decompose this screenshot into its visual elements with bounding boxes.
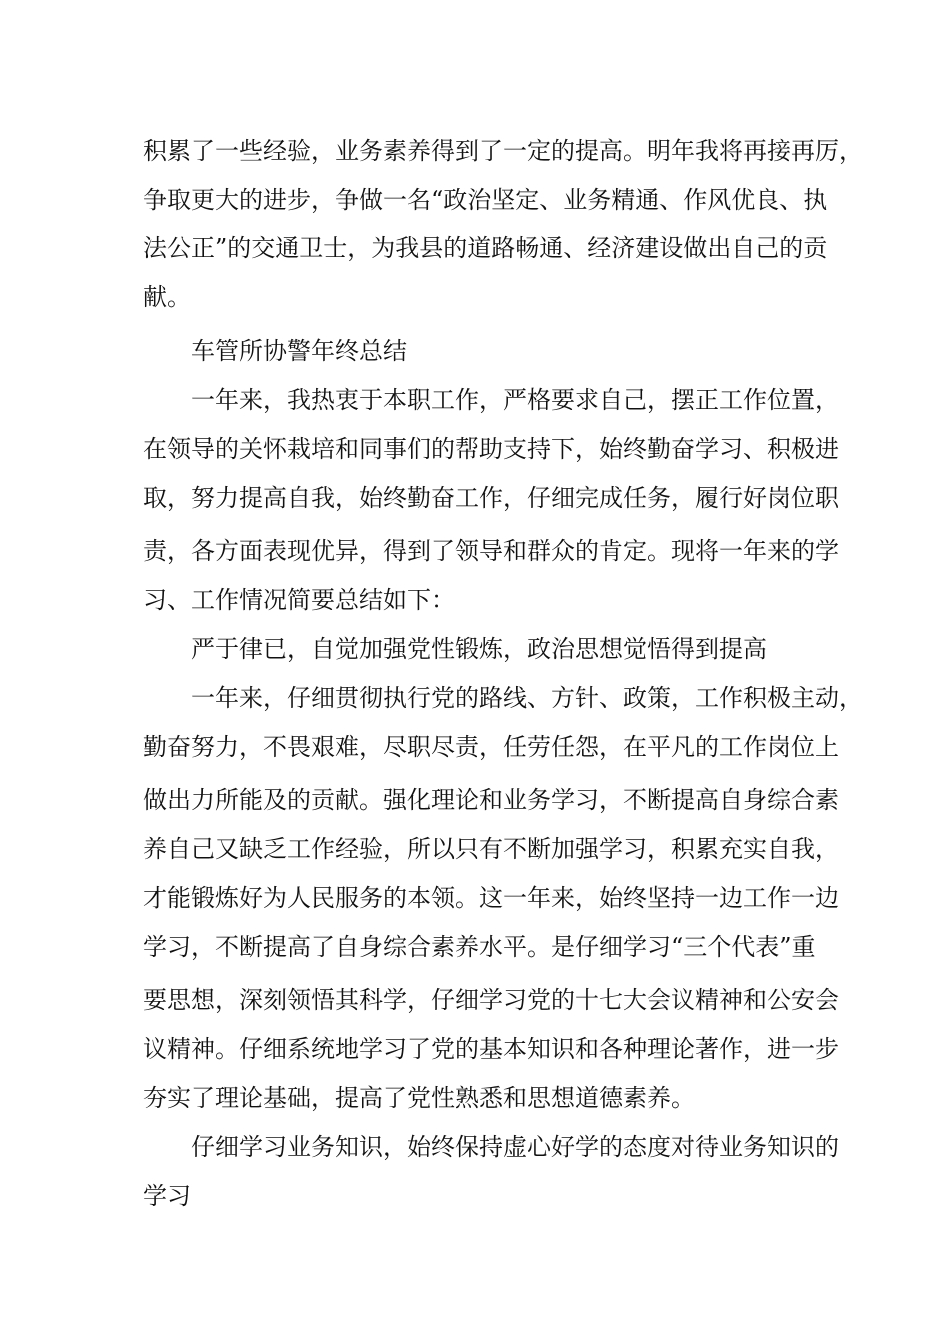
text-line: 献。 [143,283,191,311]
text-line: 习、工作情况简要总结如下： [143,586,455,614]
text-line: 要思想，深刻领悟其科学，仔细学习党的十七大会议精神和公安会 [143,986,839,1014]
text-line: 责，各方面表现优异，得到了领导和群众的肯定。现将一年来的学 [143,537,839,565]
text-line: 学习，不断提高了自身综合素养水平。是仔细学习“三个代表”重 [143,933,816,961]
text-line: 才能锻炼好为人民服务的本领。这一年来，始终坚持一边工作一边 [143,884,839,912]
text-line: 争取更大的进步，争做一名“政治坚定、业务精通、作风优良、执 [143,186,828,214]
subheading: 严于律已，自觉加强党性锻炼，政治思想觉悟得到提高 [191,635,767,663]
text-line: 取，努力提高自我，始终勤奋工作，仔细完成任务，履行好岗位职 [143,484,839,512]
text-line: 积累了一些经验，业务素养得到了一定的提高。明年我将再接再厉， [143,137,863,165]
text-line: 做出力所能及的贡献。强化理论和业务学习，不断提高自身综合素 [143,786,839,814]
text-line: 在领导的关怀栽培和同事们的帮助支持下，始终勤奋学习、积极进 [143,435,839,463]
text-line: 勤奋努力，不畏艰难，尽职尽责，任劳任怨，在平凡的工作岗位上 [143,733,839,761]
text-line: 夯实了理论基础，提高了党性熟悉和思想道德素养。 [143,1084,695,1112]
text-line: 仔细学习业务知识，始终保持虚心好学的态度对待业务知识的 [191,1133,839,1161]
text-line: 一年来，仔细贯彻执行党的路线、方针、政策，工作积极主动， [191,684,863,712]
text-line: 养自己又缺乏工作经验，所以只有不断加强学习，积累充实自我， [143,835,839,863]
text-line: 学习 [143,1182,191,1210]
section-title: 车管所协警年终总结 [191,337,407,365]
text-line: 法公正”的交通卫士，为我县的道路畅通、经济建设做出自己的贡 [143,234,828,262]
text-line: 一年来，我热衷于本职工作，严格要求自己，摆正工作位置， [191,386,839,414]
text-line: 议精神。仔细系统地学习了党的基本知识和各种理论著作，进一步 [143,1035,839,1063]
